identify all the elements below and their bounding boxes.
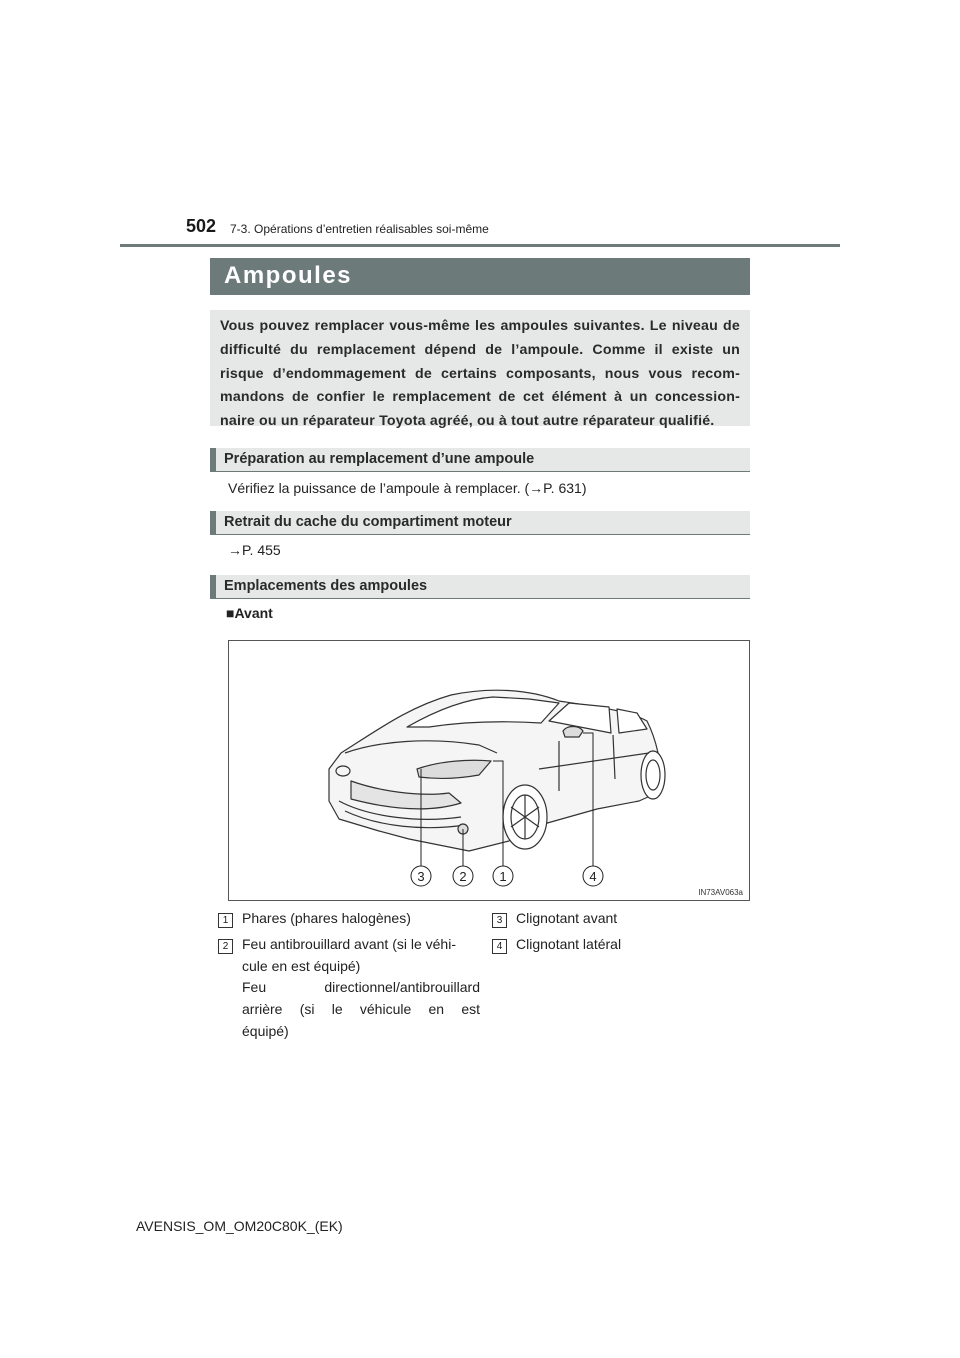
callout-1: 1 <box>499 869 507 884</box>
section-header-engine-cover <box>210 511 750 535</box>
page-title: Ampoules <box>224 262 353 289</box>
footer-code: AVENSIS_OM_OM20C80K_(EK) <box>136 1218 343 1234</box>
intro-text: Vous pouvez remplacer vous-même les ampoules suivantes. Le niveau de difficulté du remplacement dépend de l’ampoule. Comme il existe un risque d’endommagement de certains composants, nous vous recom-mandons de confier le remplacement de cet élément à un concession-naire ou un réparateur Toyota agréé, ou à tout autre réparateur qualifié. <box>220 318 740 430</box>
intro-box <box>210 310 750 430</box>
legend-line: Feu antibrouillard avant (si le véhi- <box>242 936 456 952</box>
callout-2: 2 <box>459 869 467 884</box>
section-title: Préparation au remplacement d’une ampoule <box>224 451 535 467</box>
section-header-bulb-locations <box>210 575 750 599</box>
callout-3: 3 <box>417 869 425 884</box>
header-rule <box>120 244 840 247</box>
legend-text-1: Phares (phares halogènes) <box>242 910 411 926</box>
section-accent <box>210 575 216 598</box>
car-illustration <box>229 641 749 900</box>
figure-code: IN73AV063a <box>698 888 743 897</box>
legend-number: 1 <box>218 913 233 928</box>
legend-number: 2 <box>218 939 233 954</box>
section-header-preparation <box>210 448 750 472</box>
legend-line: Feu directionnel/antibrouillard <box>242 979 480 996</box>
title-bar <box>210 258 750 295</box>
section-accent <box>210 511 216 534</box>
legend-text-2 <box>242 934 480 1043</box>
callout-4: 4 <box>589 869 597 884</box>
section-body-engine-cover: →P. 455 <box>228 542 281 558</box>
section-accent <box>210 448 216 471</box>
page-number: 502 <box>186 216 217 236</box>
legend-number: 4 <box>492 939 507 954</box>
car-figure <box>228 640 750 901</box>
section-title: Retrait du cache du compartiment moteur <box>224 514 512 530</box>
legend-text-3: Clignotant avant <box>516 910 618 926</box>
section-body-preparation: Vérifiez la puissance de l’ampoule à remplacer. (→P. 631) <box>228 480 587 496</box>
legend-line: équipé) <box>242 1022 289 1039</box>
section-title: Emplacements des ampoules <box>224 578 428 594</box>
legend-number: 3 <box>492 913 507 928</box>
chapter-heading: 7-3. Opérations d’entretien réalisables soi-même <box>230 222 489 236</box>
legend-text-4: Clignotant latéral <box>516 936 622 952</box>
subsection-front: ■Avant <box>226 605 273 621</box>
legend-line: arrière (si le véhicule en est <box>242 1001 480 1018</box>
legend-line: cule en est équipé) <box>242 957 361 974</box>
